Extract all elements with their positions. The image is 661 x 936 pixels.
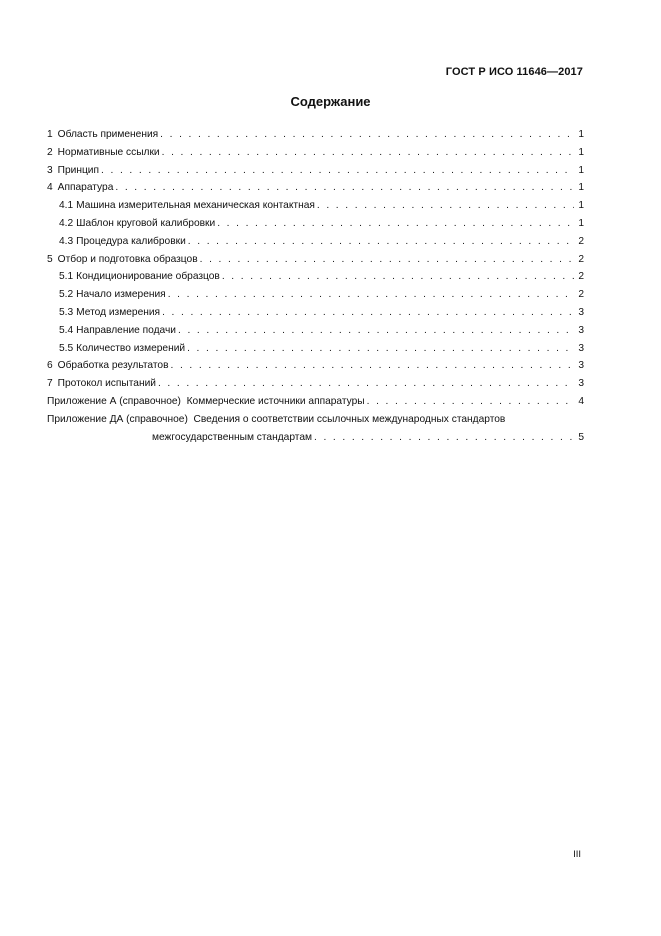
toc-label: Кондиционирование образцов <box>76 271 220 283</box>
toc-number: 5.4 <box>59 324 74 336</box>
leader-dots <box>314 429 574 447</box>
toc-label: Количество измерений <box>76 342 186 354</box>
leader-dots <box>178 322 574 340</box>
toc-entry-1[interactable] <box>47 126 584 144</box>
appendix-label-line1: Приложение ДА (справочное) Сведения о соответствии ссылочных международных стандартов <box>47 413 506 425</box>
appendix-page: 5 <box>578 431 584 443</box>
toc-label: Принцип <box>57 164 100 176</box>
toc-number: 7 <box>47 378 53 390</box>
leader-dots <box>101 162 574 180</box>
toc-number: 4.2 <box>59 217 74 229</box>
toc-entry-5-3[interactable] <box>47 304 584 322</box>
toc-number: 5.3 <box>59 306 74 318</box>
leader-dots <box>171 357 575 375</box>
toc-page: 1 <box>578 182 584 194</box>
toc-page: 2 <box>578 253 584 265</box>
toc-entry-4-1[interactable] <box>47 197 584 215</box>
toc-page: 3 <box>578 360 584 372</box>
toc-entry-2[interactable] <box>47 144 584 162</box>
leader-dots <box>217 215 574 233</box>
leader-dots <box>115 179 574 197</box>
toc-entry-6[interactable] <box>47 357 584 375</box>
appendix-label-line2: межгосударственным стандартам <box>152 431 312 443</box>
leader-dots <box>160 126 574 144</box>
toc-entry-5-2[interactable] <box>47 286 584 304</box>
toc-number: 4.3 <box>59 235 74 247</box>
leader-dots <box>222 268 574 286</box>
toc-page: 3 <box>578 378 584 390</box>
toc-number: 3 <box>47 164 53 176</box>
leader-dots <box>200 251 574 269</box>
toc-entry-5-1[interactable] <box>47 268 584 286</box>
toc-label: Шаблон круговой калибровки <box>76 217 216 229</box>
toc-entry-7[interactable] <box>47 375 584 393</box>
toc-number: 2 <box>47 146 53 158</box>
toc-page: 2 <box>578 271 584 283</box>
toc-label: Протокол испытаний <box>57 378 156 390</box>
toc-appendix-a[interactable] <box>47 393 584 411</box>
leader-dots <box>367 393 574 411</box>
toc-page: 1 <box>578 164 584 176</box>
toc-number: 4.1 <box>59 200 74 212</box>
toc-label: Метод измерения <box>76 306 161 318</box>
leader-dots <box>187 340 574 358</box>
leader-dots <box>317 197 574 215</box>
toc-entry-3[interactable] <box>47 162 584 180</box>
toc-number: 5.1 <box>59 271 74 283</box>
toc-page: 2 <box>578 289 584 301</box>
toc-page: 1 <box>578 200 584 212</box>
leader-dots <box>158 375 574 393</box>
toc-label: Аппаратура <box>57 182 114 194</box>
document-code: ГОСТ Р ИСО 11646—2017 <box>445 66 583 78</box>
toc-page: 1 <box>578 217 584 229</box>
toc-number: 4 <box>47 182 53 194</box>
table-of-contents <box>47 126 584 446</box>
leader-dots <box>162 304 574 322</box>
toc-label: Направление подачи <box>76 324 176 336</box>
toc-entry-5-4[interactable] <box>47 322 584 340</box>
toc-page: 3 <box>578 324 584 336</box>
toc-number: 5.5 <box>59 342 74 354</box>
toc-entry-5-5[interactable] <box>47 340 584 358</box>
toc-page: 3 <box>578 306 584 318</box>
toc-label: Процедура калибровки <box>76 235 186 247</box>
leader-dots <box>188 233 574 251</box>
page-title: Содержание <box>290 94 371 109</box>
page-number: III <box>573 849 581 860</box>
toc-entry-4-2[interactable] <box>47 215 584 233</box>
toc-number: 6 <box>47 360 53 372</box>
leader-dots <box>168 286 574 304</box>
toc-label: Начало измерения <box>76 289 166 301</box>
toc-label: Машина измерительная механическая контактная <box>76 200 315 212</box>
toc-page: 3 <box>578 342 584 354</box>
toc-label: Нормативные ссылки <box>57 146 160 158</box>
toc-appendix-da[interactable] <box>47 411 584 447</box>
appendix-page: 4 <box>578 395 584 407</box>
toc-label: Обработка результатов <box>57 360 169 372</box>
toc-number: 5.2 <box>59 289 74 301</box>
toc-entry-4[interactable] <box>47 179 584 197</box>
toc-number: 1 <box>47 129 53 140</box>
toc-page: 1 <box>578 129 584 140</box>
leader-dots <box>162 144 574 162</box>
toc-page: 1 <box>578 146 584 158</box>
toc-label: Отбор и подготовка образцов <box>57 253 198 265</box>
appendix-label: Приложение А (справочное) Коммерческие источники аппаратуры <box>47 395 365 407</box>
toc-label: Область применения <box>57 129 159 140</box>
toc-entry-5[interactable] <box>47 251 584 269</box>
toc-entry-4-3[interactable] <box>47 233 584 251</box>
toc-page: 2 <box>578 235 584 247</box>
toc-number: 5 <box>47 253 53 265</box>
